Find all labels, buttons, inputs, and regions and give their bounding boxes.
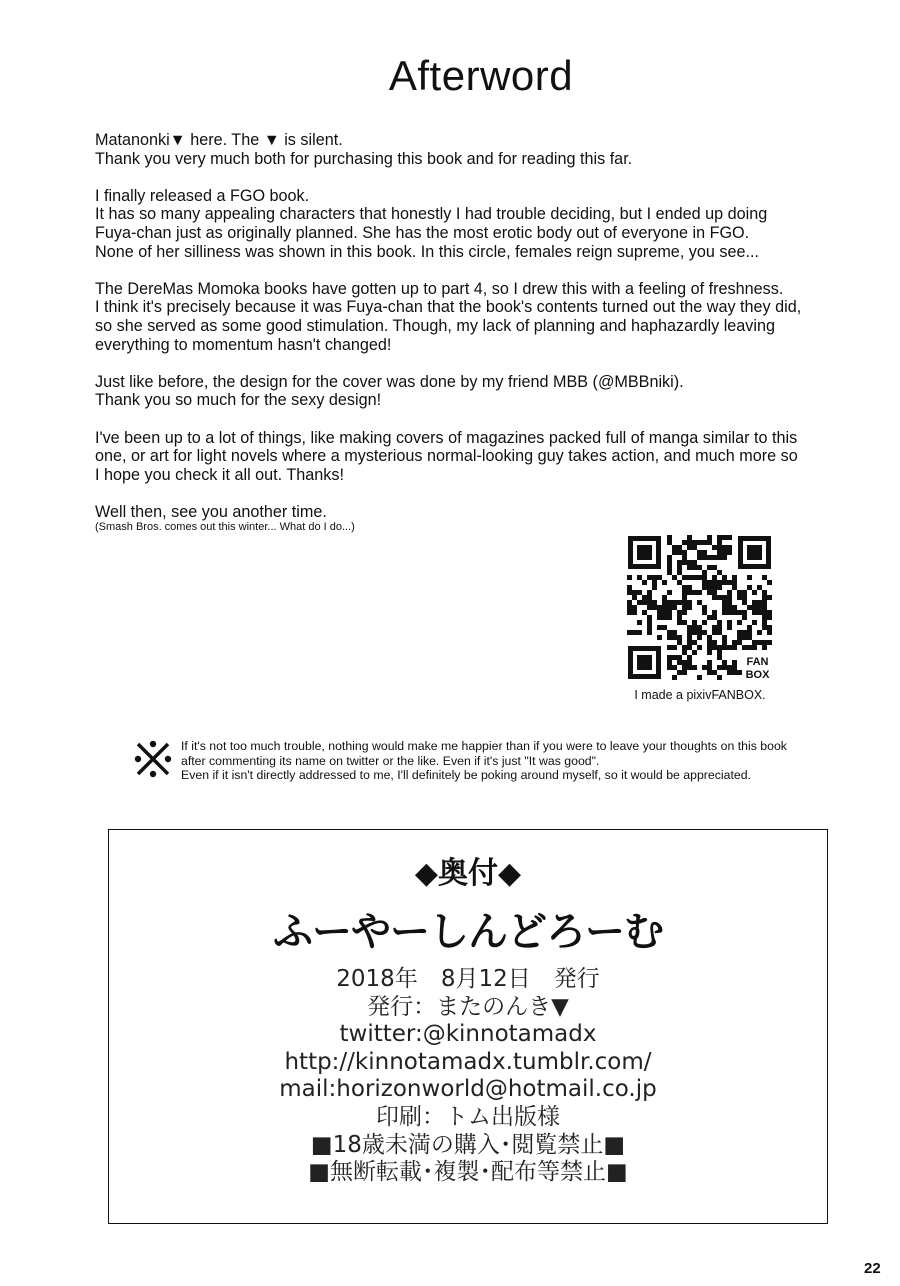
- request-line: If it's not too much trouble, nothing would make me happier than if you were to leave your thoughts on this book: [181, 739, 787, 753]
- closing-line: Well then, see you another time.: [95, 502, 327, 521]
- age-restriction-notice: ■18歳未満の購入･閲覧禁止■: [310, 1131, 626, 1158]
- printer: 印刷：トム出版様: [376, 1103, 560, 1130]
- text-line: everything to momentum hasn't changed!: [95, 335, 392, 354]
- afterword-body: [95, 131, 855, 533]
- text-line: one, or art for light novels where a mysterious normal-looking guy takes action, and much more so: [95, 447, 798, 466]
- fanbox-badge-line1: FAN: [746, 656, 769, 668]
- text-line: Fuya-chan just as originally planned. She has the most erotic body out of everyone in FGO.: [95, 223, 750, 242]
- request-line: Even if it isn't directly addressed to me, I'll definitely be poking around myself, so it would be appreciated.: [181, 768, 751, 782]
- paragraph-cover-design: [95, 373, 855, 410]
- book-title: ふーやーしんどろーむ: [273, 909, 663, 955]
- text-line: I hope you check it all out. Thanks!: [95, 465, 344, 484]
- fanbox-badge-line2: BOX: [745, 669, 770, 680]
- request-line: after commenting its name on twitter or the like. Even if it's just "It was good".: [181, 753, 600, 768]
- qr-code-graphic: [627, 535, 772, 680]
- publish-date: 2018年 8月12日 発行: [336, 966, 600, 992]
- text-line: Thank you so much for the sexy design!: [95, 391, 382, 410]
- colophon-heading: ◆奥付◆: [414, 856, 522, 891]
- paragraph-fgo-book: [95, 187, 855, 261]
- colophon-box: [108, 829, 828, 1224]
- text-line: It has so many appealing characters that honestly I had trouble deciding, but I ended up doing: [95, 205, 768, 224]
- website-url: http://kinnotamadx.tumblr.com/: [284, 1048, 652, 1075]
- page-title: Afterword: [388, 52, 574, 99]
- closing: [95, 503, 855, 534]
- text-line: The DereMas Momoka books have gotten up to part 4, so I drew this with a feeling of freshness.: [95, 279, 784, 298]
- text-line: I think it's precisely because it was Fuya-chan that the book's contents turned out the way they did,: [95, 298, 802, 317]
- text-line: Just like before, the design for the cover was done by my friend MBB (@MBBniki).: [95, 372, 684, 391]
- text-line: I finally released a FGO book.: [95, 186, 310, 205]
- publisher: 発行：またのんき▼: [367, 993, 569, 1020]
- paragraph-other-work: [95, 429, 855, 485]
- paragraph-deremas: [95, 280, 855, 354]
- email-address: mail:horizonworld@hotmail.co.jp: [279, 1076, 657, 1103]
- closing-note: (Smash Bros. comes out this winter... What do I do...): [95, 521, 355, 534]
- reference-mark-icon: [133, 739, 173, 779]
- twitter-handle: twitter:@kinnotamadx: [339, 1021, 597, 1048]
- colophon-info: [109, 966, 827, 1187]
- fanbox-qr-code[interactable]: [627, 535, 772, 680]
- text-line: I've been up to a lot of things, like making covers of magazines packed full of manga similar to this: [95, 428, 798, 447]
- qr-caption: I made a pixivFANBOX.: [634, 688, 766, 702]
- text-line: so she served as some good stimulation. Though, my lack of planning and haphazardly leaving: [95, 316, 775, 335]
- page-number: 22: [864, 1260, 881, 1277]
- copyright-notice: ■無断転載･複製･配布等禁止■: [308, 1159, 628, 1186]
- text-line: Thank you very much both for purchasing this book and for reading this far.: [95, 149, 633, 168]
- text-line: None of her silliness was shown in this book. In this circle, females reign supreme, you see...: [95, 242, 759, 261]
- text-line: Matanonki▼ here. The ▼ is silent.: [95, 131, 343, 149]
- paragraph-greeting: [95, 131, 855, 168]
- request-text: [181, 739, 787, 783]
